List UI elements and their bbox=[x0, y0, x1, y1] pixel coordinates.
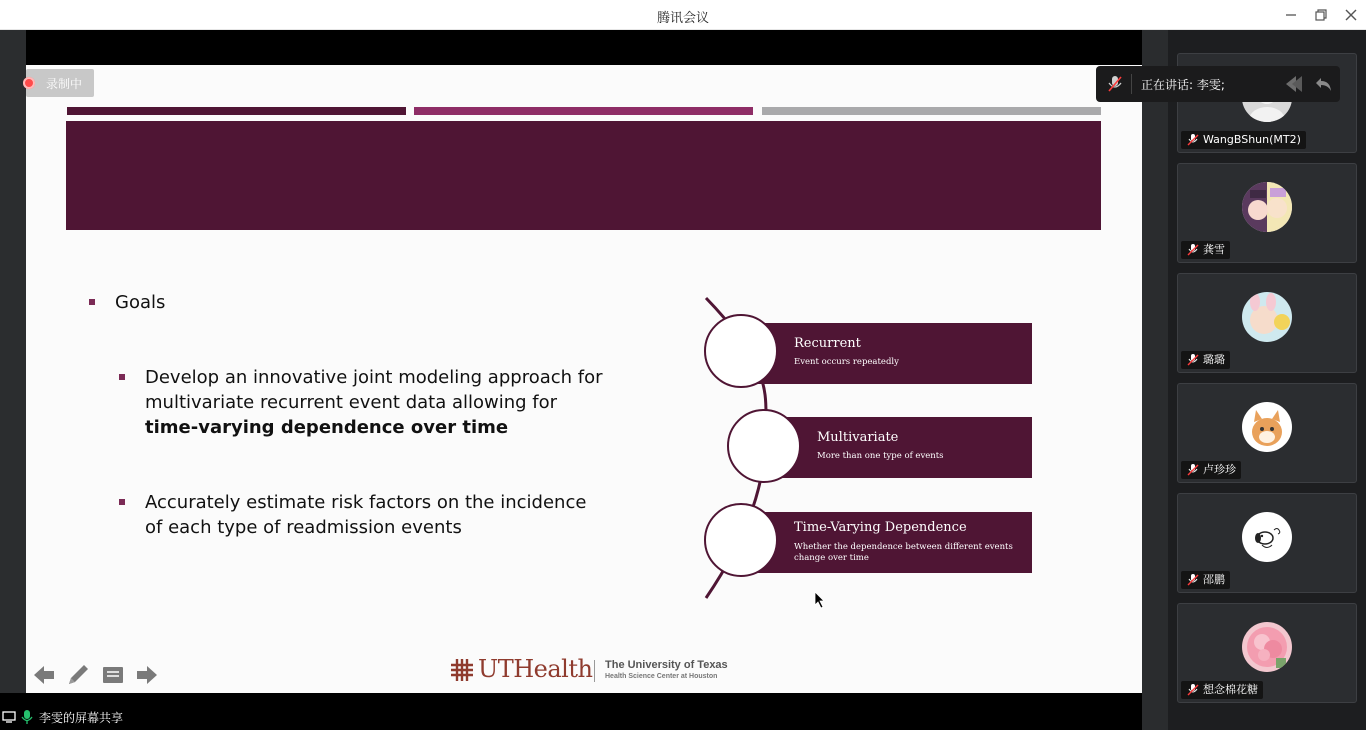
return-icon[interactable] bbox=[1314, 75, 1334, 93]
mic-muted-icon bbox=[1186, 573, 1200, 587]
bullet-icon bbox=[119, 374, 125, 380]
mic-muted-icon bbox=[1186, 683, 1200, 697]
participant-tile[interactable] bbox=[1177, 603, 1357, 703]
diagram-box-multivariate bbox=[767, 417, 1032, 478]
recording-dot-icon bbox=[23, 77, 35, 89]
diagram-desc-multivariate: More than one type of events bbox=[817, 451, 944, 461]
participant-tile[interactable] bbox=[1177, 273, 1357, 373]
avatar bbox=[1242, 402, 1292, 452]
diagram-circle-1 bbox=[704, 314, 778, 388]
notes-icon[interactable] bbox=[100, 662, 126, 688]
arrow-right-icon[interactable] bbox=[134, 662, 160, 688]
logo-line2: Health Science Center at Houston bbox=[605, 673, 718, 680]
prev-speaker-icon[interactable] bbox=[1284, 75, 1304, 93]
bullet-icon bbox=[89, 299, 95, 305]
diagram-desc-recurrent: Event occurs repeatedly bbox=[794, 357, 899, 367]
title-bar bbox=[0, 0, 1366, 30]
avatar bbox=[1242, 512, 1292, 562]
participant-name: 邵鹏 bbox=[1203, 573, 1225, 586]
avatar bbox=[1242, 622, 1292, 672]
mic-muted-icon bbox=[1186, 463, 1200, 477]
share-status-bar bbox=[0, 704, 1142, 730]
logo-brand: UTHealth bbox=[478, 655, 593, 683]
goal-item-1-line2: multivariate recurrent event data allowing for bbox=[145, 392, 558, 413]
uthealth-logo bbox=[450, 655, 750, 685]
logo-line1: The University of Texas bbox=[605, 659, 728, 671]
goal-item-1-line1: Develop an innovative joint modeling approach for bbox=[145, 367, 603, 388]
speaking-separator bbox=[1131, 74, 1132, 94]
participant-tile[interactable] bbox=[1177, 493, 1357, 593]
participant-name-tag bbox=[1181, 571, 1230, 589]
participant-name: 龚雪 bbox=[1203, 243, 1225, 256]
logo-separator bbox=[594, 660, 595, 682]
restore-icon[interactable] bbox=[1312, 6, 1330, 24]
participant-name: 卢珍珍 bbox=[1203, 463, 1236, 476]
mic-muted-icon bbox=[1186, 133, 1200, 147]
participant-name-tag bbox=[1181, 131, 1306, 149]
mic-muted-icon bbox=[1106, 75, 1124, 93]
mic-muted-icon bbox=[1186, 353, 1200, 367]
close-icon[interactable] bbox=[1342, 6, 1360, 24]
share-status-label: 李雯的屏幕共享 bbox=[39, 711, 124, 725]
diagram-box-time-varying bbox=[744, 512, 1032, 573]
goal-item-1 bbox=[145, 365, 615, 440]
participant-name-tag bbox=[1181, 461, 1241, 479]
mic-muted-icon bbox=[1186, 243, 1200, 257]
window-title: 腾讯会议 bbox=[656, 11, 709, 26]
diagram-circle-2 bbox=[727, 409, 801, 483]
goals-heading: Goals bbox=[115, 292, 166, 313]
participants-gutter bbox=[1142, 30, 1168, 730]
participant-name-tag bbox=[1181, 351, 1230, 369]
goal-item-2 bbox=[145, 490, 615, 540]
diagram-desc-time-varying: Whether the dependence between different events change over time bbox=[794, 542, 1013, 563]
participant-name: WangBShun(MT2) bbox=[1203, 133, 1301, 146]
diagram-title-multivariate: Multivariate bbox=[817, 430, 899, 445]
participant-name-tag bbox=[1181, 241, 1230, 259]
diagram-box-recurrent bbox=[744, 323, 1032, 384]
diagram-circle-3 bbox=[704, 503, 778, 577]
bullet-icon bbox=[119, 499, 125, 505]
mouse-cursor-icon bbox=[814, 591, 826, 609]
diagram-title-recurrent: Recurrent bbox=[794, 336, 861, 351]
minimize-icon[interactable] bbox=[1282, 6, 1300, 24]
recording-badge[interactable] bbox=[26, 69, 94, 97]
letterbox-top bbox=[26, 30, 1142, 65]
goal-item-2-line2: of each type of readmission events bbox=[145, 517, 462, 538]
speaking-indicator bbox=[1096, 66, 1340, 102]
participant-name-tag bbox=[1181, 681, 1263, 699]
slide-stripe-3 bbox=[762, 107, 1101, 115]
diagram-title-time-varying: Time-Varying Dependence bbox=[794, 520, 967, 535]
mic-icon bbox=[21, 709, 33, 725]
slide-title-banner bbox=[66, 121, 1101, 230]
left-strip bbox=[0, 30, 26, 693]
avatar bbox=[1242, 292, 1292, 342]
participant-tile[interactable] bbox=[1177, 383, 1357, 483]
pen-icon[interactable] bbox=[65, 662, 91, 688]
speaking-label: 正在讲话: 李雯; bbox=[1141, 78, 1225, 92]
participant-name: 璐璐 bbox=[1203, 353, 1225, 366]
uthealth-emblem-icon bbox=[450, 658, 474, 682]
participant-tile[interactable] bbox=[1177, 163, 1357, 263]
avatar bbox=[1242, 182, 1292, 232]
screen-share-icon bbox=[2, 710, 16, 724]
participant-name: 想念棉花糖 bbox=[1203, 683, 1258, 696]
presentation-slide bbox=[26, 65, 1142, 693]
slide-stripe-2 bbox=[414, 107, 753, 115]
goal-item-1-bold: time-varying dependence over time bbox=[145, 417, 509, 438]
goal-item-2-line1: Accurately estimate risk factors on the incidence bbox=[145, 492, 587, 513]
arrow-left-icon[interactable] bbox=[31, 662, 57, 688]
slide-stripe-1 bbox=[67, 107, 406, 115]
recording-label: 录制中 bbox=[46, 77, 83, 91]
